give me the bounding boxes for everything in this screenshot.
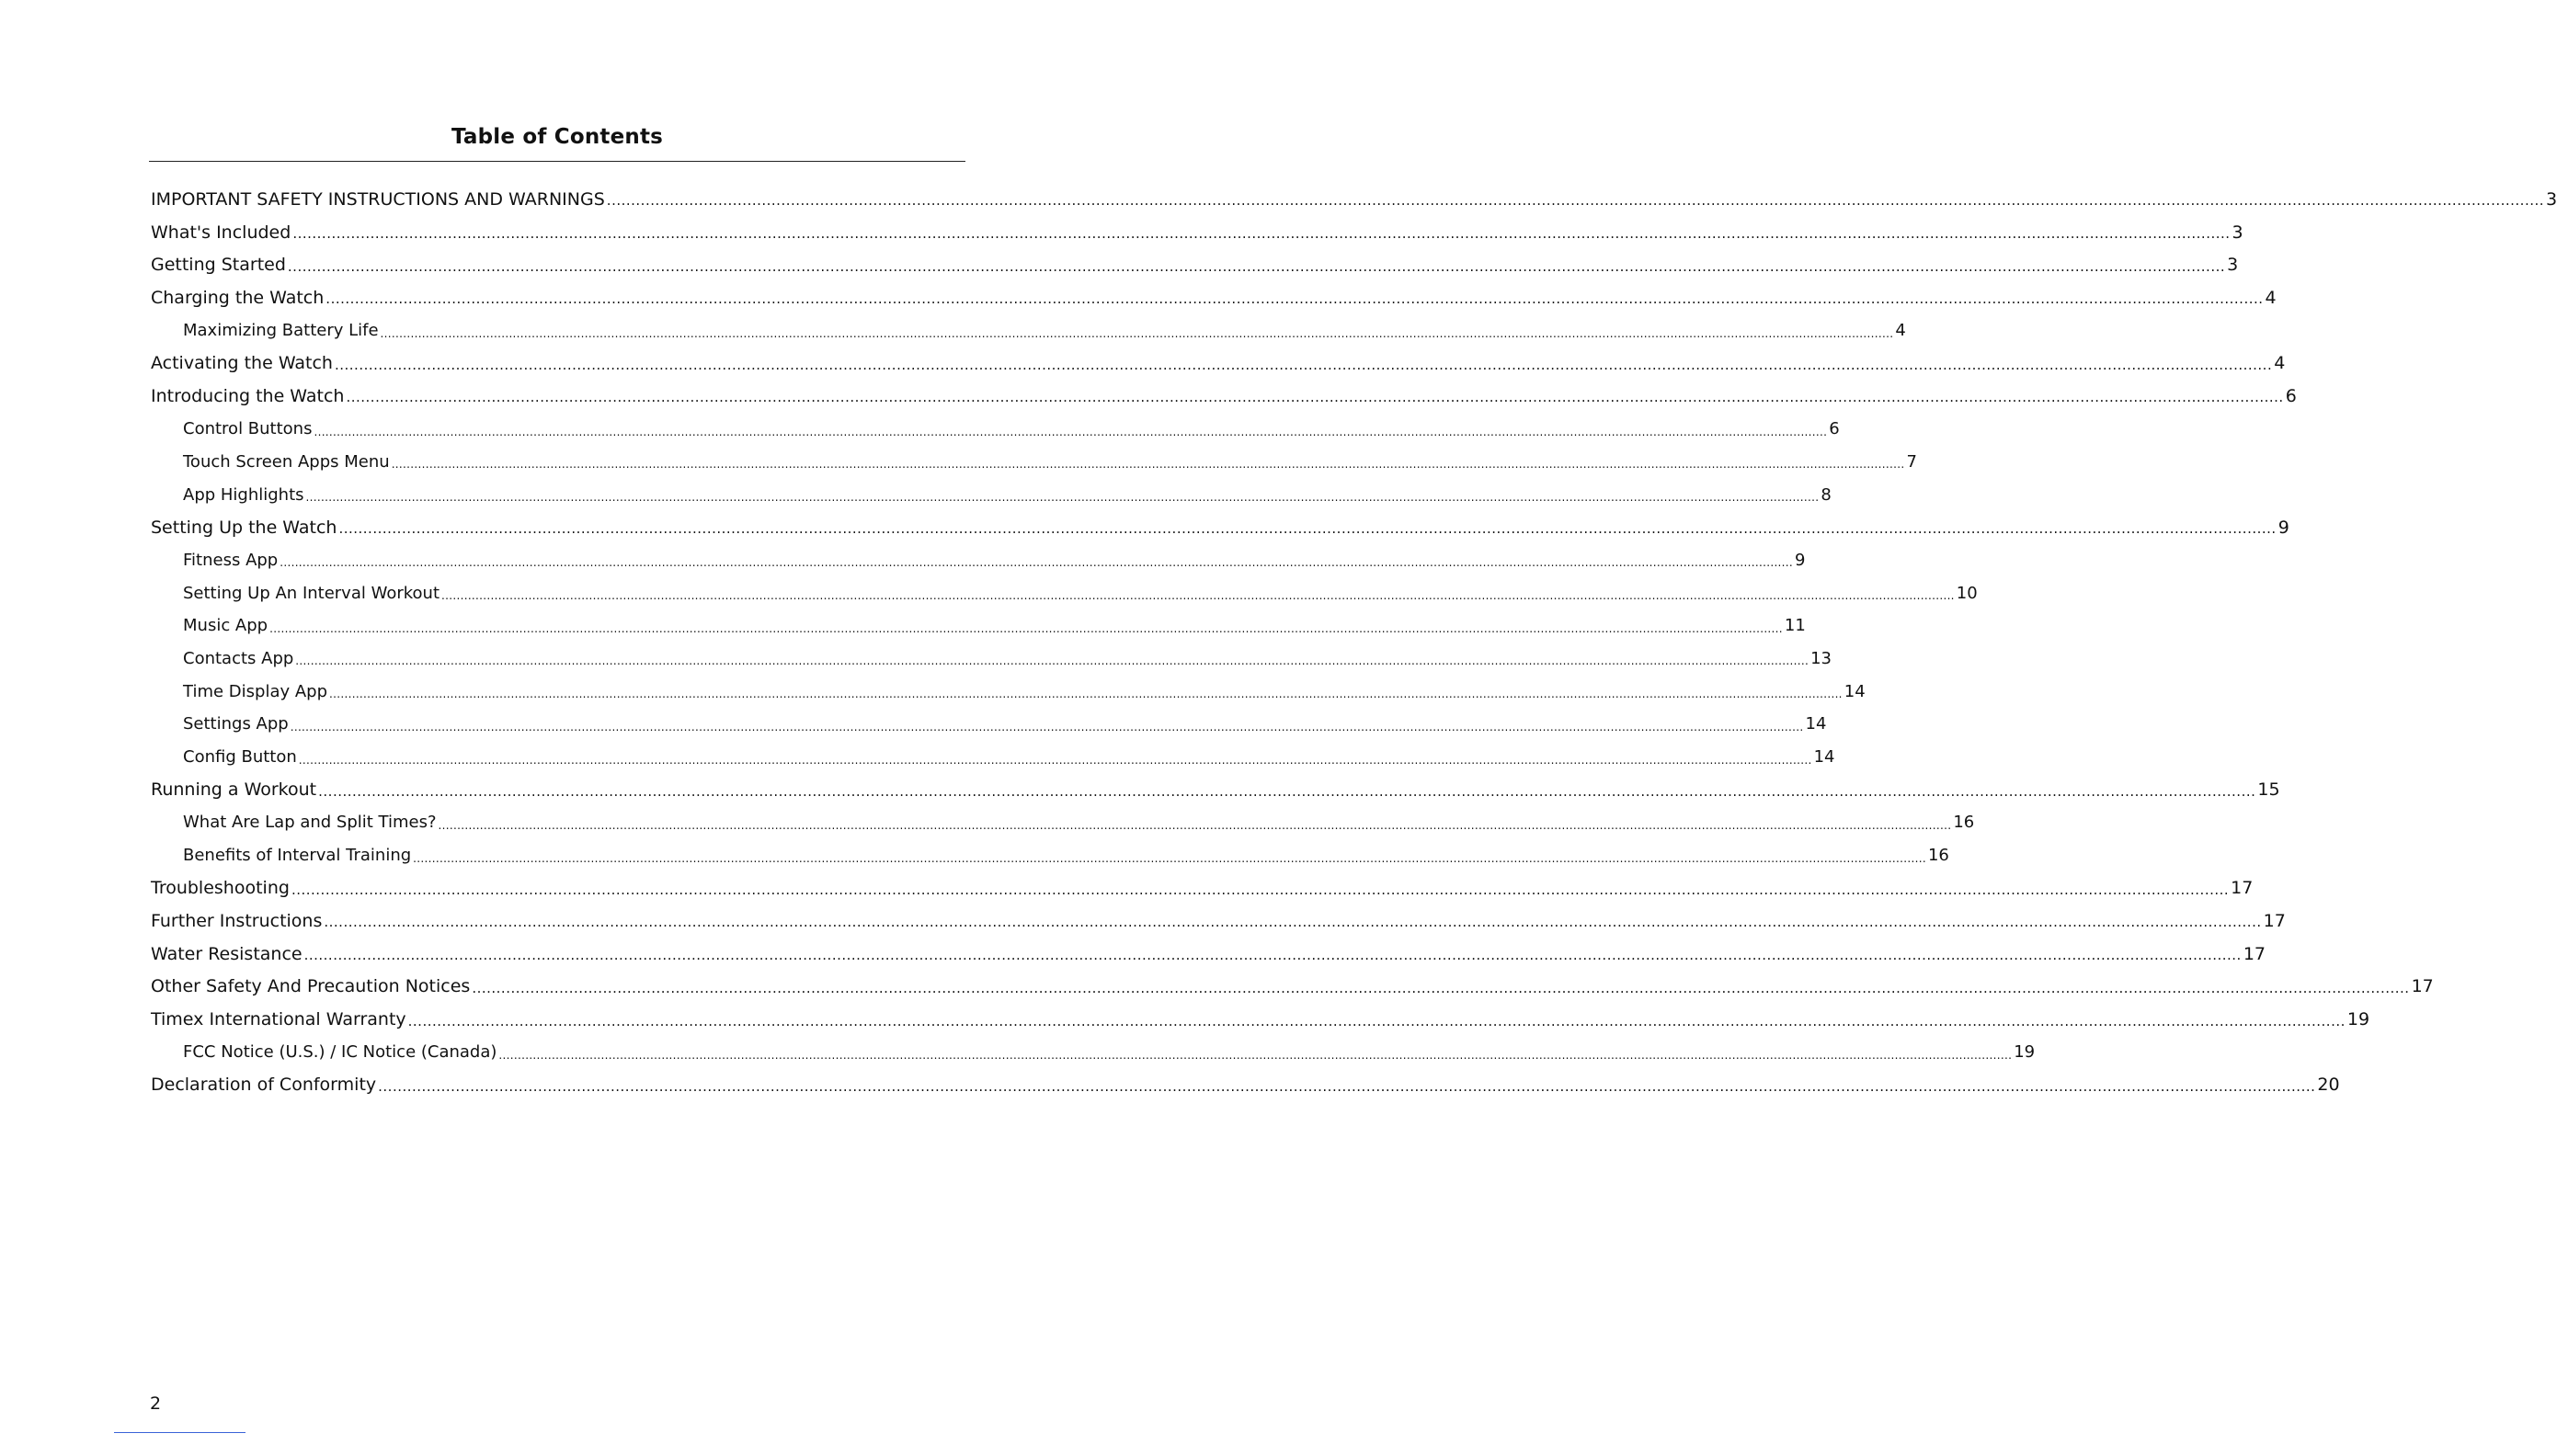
toc-dot-leader: ................................................................................................................................................................................................................................................................................................................................................................................................................	[280, 556, 1794, 570]
toc-entry[interactable]	[151, 773, 2280, 806]
toc-dot-leader: ................................................................................................................................................................................................................................................................................................................................................................................................................	[441, 589, 1955, 603]
toc-dot-leader: ................................................................................................................................................................................................................................................................................................................................................................................................................	[413, 851, 1926, 865]
toc-dot-leader: ................................................................................................................................................................................................................................................................................................................................................................................................................	[292, 225, 2231, 243]
toc-dot-leader: ................................................................................................................................................................................................................................................................................................................................................................................................................	[318, 782, 2256, 800]
toc-entry-page: 16	[1953, 813, 1975, 833]
toc-entry[interactable]	[151, 576, 1978, 609]
toc-entry-label: Further Instructions	[151, 910, 323, 931]
toc-entry-label: Charging the Watch	[151, 287, 325, 308]
toc-entry-page: 15	[2257, 779, 2280, 801]
toc-entry-page: 13	[1810, 648, 1832, 668]
toc-entry-label: FCC Notice (U.S.) / IC Notice (Canada)	[183, 1042, 497, 1063]
toc-entry-page: 4	[2265, 287, 2277, 308]
toc-entry[interactable]	[151, 183, 2557, 216]
toc-entry-label: What's Included	[151, 222, 291, 243]
toc-entry-page: 7	[1906, 451, 1917, 472]
toc-entry-page: 17	[2243, 943, 2266, 964]
toc-dot-leader: ................................................................................................................................................................................................................................................................................................................................................................................................................	[338, 520, 2277, 538]
toc-entry-page: 3	[2546, 188, 2557, 210]
toc-dot-leader: ................................................................................................................................................................................................................................................................................................................................................................................................................	[498, 1048, 2013, 1062]
toc-entry-label: Maximizing Battery Life	[183, 321, 379, 341]
page-number: 2	[150, 1393, 162, 1414]
toc-entry-label: Music App	[183, 616, 268, 636]
toc-entry-label: Troubleshooting	[151, 878, 290, 899]
toc-entry-page: 19	[2014, 1042, 2036, 1063]
footer-link-underline	[114, 1432, 245, 1433]
toc-entry-label: Config Button	[183, 747, 297, 768]
toc-entry[interactable]	[151, 675, 1866, 708]
toc-entry[interactable]	[151, 904, 2286, 938]
toc-entry[interactable]	[151, 446, 1917, 479]
table-of-contents	[151, 183, 2557, 1101]
toc-entry-page: 20	[2317, 1075, 2340, 1096]
toc-entry[interactable]	[151, 1069, 2340, 1102]
toc-entry-label: Activating the Watch	[151, 353, 333, 374]
toc-entry-page: 19	[2346, 1009, 2370, 1030]
toc-dot-leader: ................................................................................................................................................................................................................................................................................................................................................................................................................	[298, 753, 1812, 767]
toc-entry-label: Contacts App	[183, 648, 294, 668]
toc-entry-page: 4	[1895, 321, 1906, 341]
toc-entry-page: 6	[1829, 419, 1840, 439]
toc-entry-page: 16	[1927, 846, 1949, 866]
toc-entry[interactable]	[151, 1036, 2036, 1069]
toc-entry[interactable]	[151, 281, 2277, 314]
toc-entry-page: 17	[2411, 976, 2434, 997]
toc-entry-page: 17	[2263, 910, 2286, 931]
toc-dot-leader: ................................................................................................................................................................................................................................................................................................................................................................................................................	[314, 425, 1828, 438]
toc-dot-leader: ................................................................................................................................................................................................................................................................................................................................................................................................................	[438, 818, 1952, 832]
title-divider	[149, 161, 965, 162]
toc-dot-leader: ................................................................................................................................................................................................................................................................................................................................................................................................................	[287, 257, 2226, 275]
toc-entry[interactable]	[151, 741, 1835, 774]
toc-dot-leader: ................................................................................................................................................................................................................................................................................................................................................................................................................	[346, 389, 2284, 406]
toc-dot-leader: ................................................................................................................................................................................................................................................................................................................................................................................................................	[472, 979, 2410, 996]
toc-entry-label: Benefits of Interval Training	[183, 846, 412, 866]
toc-entry-page: 9	[1795, 550, 1806, 570]
toc-entry[interactable]	[151, 413, 1840, 446]
toc-entry-label: Settings App	[183, 714, 289, 734]
toc-entry-page: 4	[2274, 353, 2286, 374]
toc-entry-label: App Highlights	[183, 484, 304, 505]
toc-entry-label: Running a Workout	[151, 779, 317, 801]
toc-entry-page: 14	[1813, 747, 1835, 768]
toc-dot-leader: ................................................................................................................................................................................................................................................................................................................................................................................................................	[325, 290, 2264, 308]
toc-entry[interactable]	[151, 544, 1806, 577]
toc-entry-label: Touch Screen Apps Menu	[183, 451, 390, 472]
toc-entry-label: Control Buttons	[183, 419, 313, 439]
toc-entry[interactable]	[151, 708, 1827, 741]
toc-dot-leader: ................................................................................................................................................................................................................................................................................................................................................................................................................	[290, 720, 1804, 734]
toc-entry-label: Introducing the Watch	[151, 385, 345, 406]
toc-entry-label: Time Display App	[183, 681, 328, 701]
toc-entry[interactable]	[151, 1003, 2370, 1036]
toc-dot-leader: ................................................................................................................................................................................................................................................................................................................................................................................................................	[378, 1077, 2316, 1095]
toc-entry[interactable]	[151, 806, 1975, 839]
toc-dot-leader: ................................................................................................................................................................................................................................................................................................................................................................................................................	[391, 458, 1905, 472]
toc-entry-page: 6	[2285, 385, 2297, 406]
toc-entry-page: 3	[2227, 255, 2239, 276]
toc-entry-label: Fitness App	[183, 550, 279, 570]
toc-entry[interactable]	[151, 248, 2239, 281]
toc-dot-leader: ................................................................................................................................................................................................................................................................................................................................................................................................................	[303, 947, 2242, 964]
toc-entry[interactable]	[151, 314, 1906, 347]
toc-entry-label: Declaration of Conformity	[151, 1075, 377, 1096]
toc-dot-leader: ................................................................................................................................................................................................................................................................................................................................................................................................................	[291, 881, 2230, 898]
toc-entry[interactable]	[151, 839, 1949, 872]
toc-dot-leader: ................................................................................................................................................................................................................................................................................................................................................................................................................	[380, 326, 1894, 340]
toc-entry-page: 14	[1844, 681, 1866, 701]
toc-dot-leader: ................................................................................................................................................................................................................................................................................................................................................................................................................	[295, 654, 1809, 668]
toc-entry-label: Getting Started	[151, 255, 286, 276]
toc-entry-label: IMPORTANT SAFETY INSTRUCTIONS AND WARNINGS	[151, 188, 605, 210]
toc-entry[interactable]	[151, 871, 2254, 904]
toc-entry-page: 8	[1821, 484, 1832, 505]
toc-entry-page: 3	[2232, 222, 2243, 243]
toc-entry[interactable]	[151, 938, 2266, 971]
toc-entry[interactable]	[151, 216, 2243, 249]
toc-entry[interactable]	[151, 478, 1832, 511]
toc-entry-label: Setting Up An Interval Workout	[183, 583, 440, 603]
toc-entry[interactable]	[151, 511, 2289, 544]
toc-dot-leader: ................................................................................................................................................................................................................................................................................................................................................................................................................	[324, 914, 2262, 931]
toc-entry[interactable]	[151, 380, 2297, 413]
toc-entry-label: Setting Up the Watch	[151, 517, 337, 538]
toc-dot-leader: ................................................................................................................................................................................................................................................................................................................................................................................................................	[305, 491, 1820, 505]
toc-dot-leader: ................................................................................................................................................................................................................................................................................................................................................................................................................	[407, 1012, 2346, 1029]
toc-entry-label: What Are Lap and Split Times?	[183, 813, 437, 833]
toc-entry-label: Water Resistance	[151, 943, 303, 964]
toc-entry-label: Timex International Warranty	[151, 1009, 406, 1030]
toc-dot-leader: ................................................................................................................................................................................................................................................................................................................................................................................................................	[269, 621, 1783, 635]
toc-dot-leader: ................................................................................................................................................................................................................................................................................................................................................................................................................	[329, 688, 1843, 701]
toc-entry-label: Other Safety And Precaution Notices	[151, 976, 471, 997]
toc-entry-page: 9	[2277, 517, 2289, 538]
toc-dot-leader: ................................................................................................................................................................................................................................................................................................................................................................................................................	[606, 192, 2545, 210]
toc-entry-page: 14	[1805, 714, 1827, 734]
page-title: Table of Contents	[451, 125, 664, 149]
toc-entry[interactable]	[151, 971, 2434, 1004]
toc-dot-leader: ................................................................................................................................................................................................................................................................................................................................................................................................................	[334, 356, 2273, 373]
toc-entry[interactable]	[151, 347, 2286, 380]
toc-entry-page: 11	[1784, 616, 1806, 636]
toc-entry-page: 17	[2231, 878, 2254, 899]
toc-entry[interactable]	[151, 609, 1806, 643]
toc-entry-page: 10	[1956, 583, 1978, 603]
toc-entry[interactable]	[151, 643, 1832, 676]
